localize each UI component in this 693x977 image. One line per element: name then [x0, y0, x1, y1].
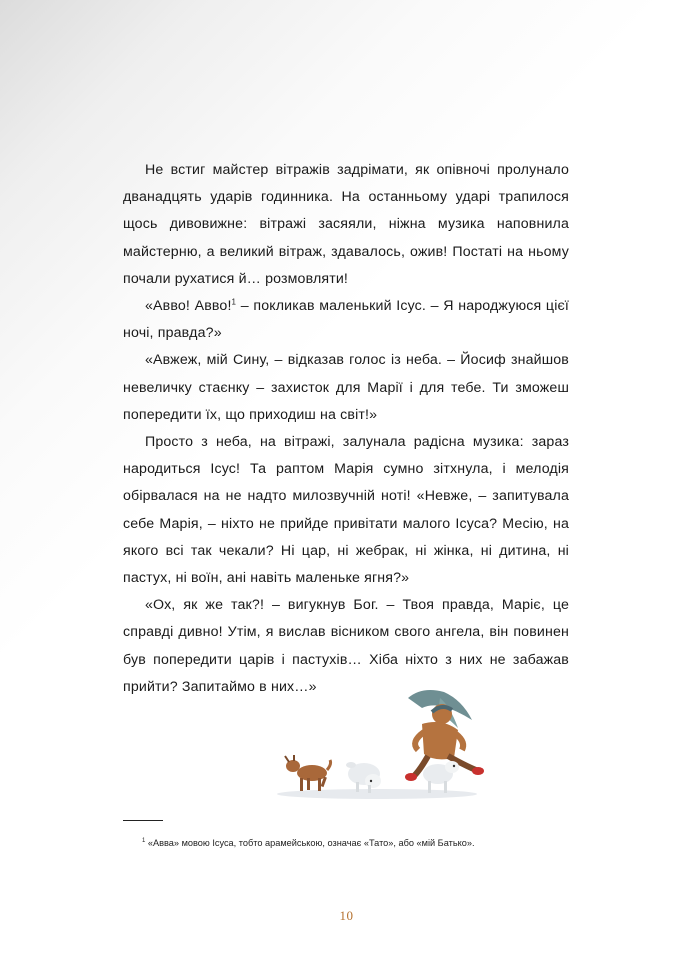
page-number: 10 — [339, 908, 354, 923]
paragraph-1: Не встиг майстер вітражів задрімати, як опівночі пролунало дванадцять ударів годинника. На останньому ударі трапилося щось дивовижне: вітражі засяяли, ніжна музика наповнила майстерню, а великий вітраж, здавалось, ожив! Постаті на ньому почали рухатися й… розмовляти! — [123, 162, 569, 287]
paragraph-2 — [123, 293, 569, 347]
body-text — [123, 157, 569, 701]
white-lamb-figure-2 — [423, 761, 459, 793]
paragraph-3: «Авжеж, мій Сину, – відказав голос із неба. – Йосиф знайшов невеличку стаєнку – захисток для Марії і для тебе. Ти зможеш попередити їх, що приходиш на світ!» — [123, 352, 569, 423]
footnote-reference[interactable]: 1 — [231, 297, 237, 307]
paragraph-5: «Ох, як же так?! – вигукнув Бог. – Твоя правда, Маріє, це справді дивно! Утім, я вислав вісником свого ангела, він повинен був попередити царів і пастухів… Хіба ніхто з них не забажав прийти? Запитаймо в них…» — [123, 597, 569, 695]
paragraph-2-start: «Авво! Авво! — [145, 298, 232, 315]
footnote-marker: 1 — [142, 837, 146, 844]
footnote-divider — [123, 820, 163, 821]
paragraph-4: Просто з неба, на вітражі, залунала радісна музика: зараз народиться Ісус! Та раптом Марія сумно зітхнула, і мелодія обірвалася на не надто милозвучній ноті! «Невже, – запитувала себе Марія, – ніхто не прийде привітати малого Ісуса? Месію, на якого всі так чекали? Ні цар, ні жебрак, ні жінка, ні дитина, ні пастух, ні воїн, ані навіть маленьке ягня?» — [123, 434, 569, 587]
brown-goat-figure — [285, 755, 331, 791]
footnote-text: «Авва» мовою Ісуса, тобто арамейською, означає «Тато», або «мій Батько». — [147, 838, 475, 848]
footnote — [142, 836, 562, 850]
shepherd-and-lambs-illustration — [272, 676, 494, 804]
paragraph-2-end: – покликав маленький Ісус. – Я народжуюся цієї ночі, правда?» — [123, 298, 569, 342]
white-lamb-figure — [346, 762, 381, 793]
